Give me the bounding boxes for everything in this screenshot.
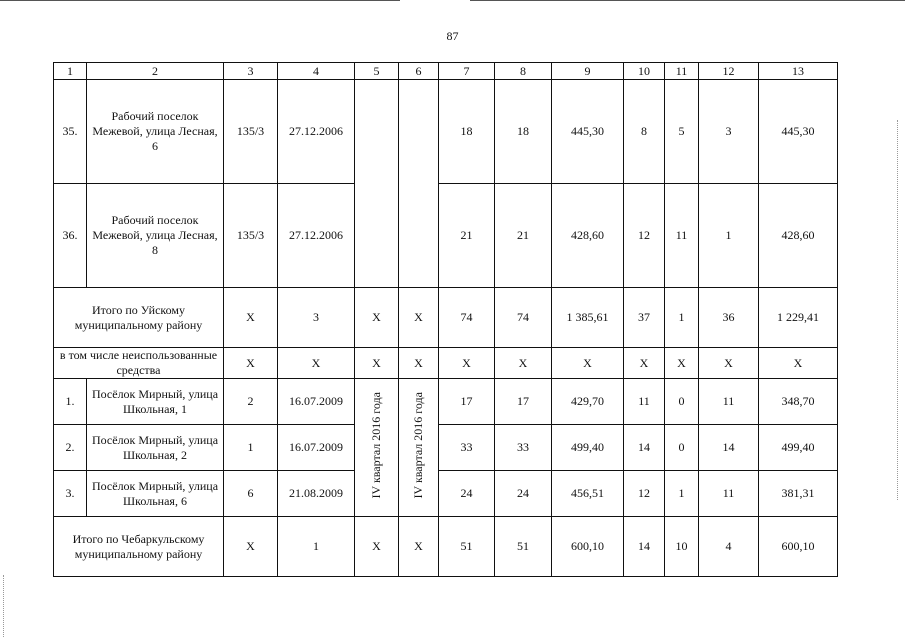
address-cell: Рабочий поселок Межевой, улица Лесная, 6 [87, 80, 224, 184]
cell: 445,30 [552, 80, 624, 184]
cell: 2 [224, 379, 278, 425]
cell: 1 [665, 471, 699, 517]
cell: 1 [278, 517, 355, 577]
col-number: 5 [355, 63, 399, 80]
cell: 33 [439, 425, 495, 471]
cell: 0 [665, 425, 699, 471]
cell: 11 [699, 379, 759, 425]
cell: 14 [699, 425, 759, 471]
table-row [54, 184, 838, 288]
cell: 11 [699, 471, 759, 517]
cell: 1 [699, 184, 759, 288]
cell: 14 [624, 517, 665, 577]
unused-funds-row [54, 348, 838, 379]
cell: 428,60 [552, 184, 624, 288]
cell: 8 [624, 80, 665, 184]
cell: 18 [495, 80, 552, 184]
cell: 18 [439, 80, 495, 184]
cell: 24 [439, 471, 495, 517]
row-number: 36. [54, 184, 87, 288]
col-number: 9 [552, 63, 624, 80]
col-number: 11 [665, 63, 699, 80]
cell: 600,10 [759, 517, 838, 577]
address-cell: Посёлок Мирный, улица Школьная, 1 [87, 379, 224, 425]
cell: Х [759, 348, 838, 379]
cell: 74 [495, 288, 552, 348]
cell: Х [278, 348, 355, 379]
unused-label: в том числе неиспользованные средства [54, 348, 224, 379]
cell: 17 [495, 379, 552, 425]
col-number: 13 [759, 63, 838, 80]
left-edge-mark [3, 575, 4, 637]
total-row-uysky [54, 288, 838, 348]
col-number: 3 [224, 63, 278, 80]
top-rule-right [470, 0, 905, 1]
cell: 3 [699, 80, 759, 184]
cell: 348,70 [759, 379, 838, 425]
cell: 429,70 [552, 379, 624, 425]
address-cell: Посёлок Мирный, улица Школьная, 2 [87, 425, 224, 471]
cell: 11 [665, 184, 699, 288]
quarter-text: IV квартал 2016 года [369, 392, 383, 499]
cell: 74 [439, 288, 495, 348]
row-number: 2. [54, 425, 87, 471]
row-number: 3. [54, 471, 87, 517]
cell: 135/3 [224, 80, 278, 184]
cell: 499,40 [552, 425, 624, 471]
cell: Х [399, 348, 439, 379]
page-number: 87 [446, 29, 459, 43]
register-table [53, 62, 838, 577]
cell: 1 [224, 425, 278, 471]
column-number-row [54, 63, 838, 80]
total-row-chebarkul [54, 517, 838, 577]
cell: Х [355, 288, 399, 348]
cell: 14 [624, 425, 665, 471]
cell: 21 [495, 184, 552, 288]
cell: 11 [624, 379, 665, 425]
cell: Х [495, 348, 552, 379]
cell: 381,31 [759, 471, 838, 517]
cell: 10 [665, 517, 699, 577]
cell: 456,51 [552, 471, 624, 517]
col-number: 2 [87, 63, 224, 80]
cell: 3 [278, 288, 355, 348]
cell: 17 [439, 379, 495, 425]
date-cell: 27.12.2006 [278, 80, 355, 184]
cell: Х [439, 348, 495, 379]
cell: 445,30 [759, 80, 838, 184]
cell: Х [624, 348, 665, 379]
col-number: 12 [699, 63, 759, 80]
cell: 0 [665, 379, 699, 425]
date-cell: 16.07.2009 [278, 425, 355, 471]
empty-merged-cell [355, 80, 399, 288]
cell: 12 [624, 184, 665, 288]
cell: 6 [224, 471, 278, 517]
cell: 4 [699, 517, 759, 577]
quarter-cell [355, 379, 399, 517]
cell: Х [399, 288, 439, 348]
table-row [54, 471, 838, 517]
row-number: 1. [54, 379, 87, 425]
quarter-cell [399, 379, 439, 517]
table-row [54, 425, 838, 471]
cell: Х [399, 517, 439, 577]
cell: 5 [665, 80, 699, 184]
col-number: 8 [495, 63, 552, 80]
address-cell: Рабочий поселок Межевой, улица Лесная, 8 [87, 184, 224, 288]
cell: 36 [699, 288, 759, 348]
cell: 33 [495, 425, 552, 471]
col-number: 6 [399, 63, 439, 80]
right-edge-mark [897, 120, 898, 500]
col-number: 10 [624, 63, 665, 80]
date-cell: 16.07.2009 [278, 379, 355, 425]
cell: 428,60 [759, 184, 838, 288]
cell: Х [224, 348, 278, 379]
quarter-text: IV квартал 2016 года [411, 392, 425, 499]
top-rule-left [0, 0, 400, 1]
total-label: Итого по Уйскому муниципальному району [54, 288, 224, 348]
cell: Х [224, 517, 278, 577]
cell: 1 385,61 [552, 288, 624, 348]
cell: 1 [665, 288, 699, 348]
total-label: Итого по Чебаркульскому муниципальному району [54, 517, 224, 577]
cell: Х [699, 348, 759, 379]
cell: Х [355, 517, 399, 577]
row-number: 35. [54, 80, 87, 184]
table-row [54, 80, 838, 184]
cell: 600,10 [552, 517, 624, 577]
cell: 1 229,41 [759, 288, 838, 348]
empty-merged-cell [399, 80, 439, 288]
cell: 21 [439, 184, 495, 288]
cell: 499,40 [759, 425, 838, 471]
cell: 24 [495, 471, 552, 517]
cell: 12 [624, 471, 665, 517]
cell: 37 [624, 288, 665, 348]
cell: Х [224, 288, 278, 348]
col-number: 1 [54, 63, 87, 80]
table-row [54, 379, 838, 425]
cell: Х [552, 348, 624, 379]
col-number: 7 [439, 63, 495, 80]
date-cell: 21.08.2009 [278, 471, 355, 517]
cell: Х [665, 348, 699, 379]
address-cell: Посёлок Мирный, улица Школьная, 6 [87, 471, 224, 517]
cell: 51 [439, 517, 495, 577]
col-number: 4 [278, 63, 355, 80]
date-cell: 27.12.2006 [278, 184, 355, 288]
cell: 51 [495, 517, 552, 577]
cell: Х [355, 348, 399, 379]
cell: 135/3 [224, 184, 278, 288]
